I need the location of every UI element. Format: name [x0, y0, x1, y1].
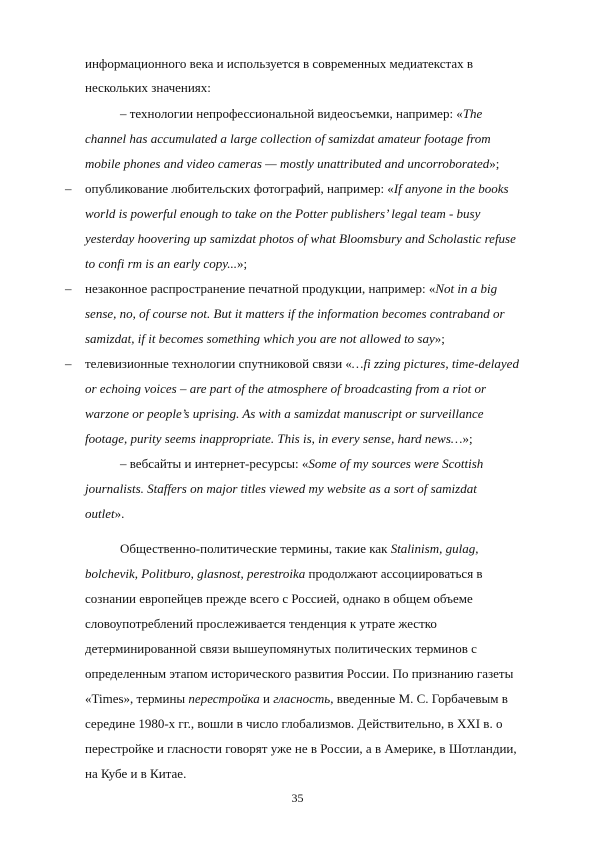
page-number: 35: [291, 791, 304, 805]
text-line: outlet».: [85, 506, 125, 521]
text-line: информационного века и используется в современных медиатекстах в: [85, 56, 474, 71]
text-line: Общественно-политические термины, такие как Stalinism, gulag,: [120, 541, 479, 556]
text-line: на Кубе и в Китае.: [85, 766, 187, 781]
text-line: определенным этапом исторического развития России. По признанию газеты: [85, 666, 514, 681]
list-bullet: –: [65, 356, 72, 371]
list-bullet: –: [65, 281, 72, 296]
text-line: journalists. Staffers on major titles viewed my website as a sort of samizdat: [85, 481, 477, 496]
text-line: or echoing voices – are part of the atmosphere of broadcasting from a riot or: [85, 381, 487, 396]
text-line: – вебсайты и интернет-ресурсы: «Some of my sources were Scottish: [120, 456, 484, 471]
text-line: channel has accumulated a large collection of samizdat amateur footage from: [85, 131, 491, 146]
text-line: bolchevik, Politburo, glasnost, perestroika продолжают ассоциироваться в: [85, 566, 483, 581]
text-line: footage, purity seems inappropriate. This is, in every sense, hard news…»;: [85, 431, 473, 446]
text-line: warzone or people’s uprising. As with a samizdat manuscript or surveillance: [85, 406, 484, 421]
text-line: sense, no, of course not. But it matters if the information becomes contraband or: [85, 306, 505, 321]
text-line: samizdat, if it becomes something which you are not allowed to say»;: [85, 331, 445, 346]
text-line: телевизионные технологии спутниковой связи «…fi zzing pictures, time-delayed: [85, 356, 519, 371]
text-line: yesterday hoovering up samizdat photos of what Bloomsbury and Scholastic refuse: [85, 231, 516, 246]
text-line: незаконное распространение печатной продукции, например: «Not in a big: [85, 281, 498, 296]
text-line: опубликование любительских фотографий, например: «If anyone in the books: [85, 181, 509, 196]
text-line: перестройке и гласности говорят уже не в России, а в Америке, в Шотландии,: [85, 741, 517, 756]
text-line: середине 1980-х гг., вошли в число глобализмов. Действительно, в XXI в. о: [85, 716, 503, 731]
text-line: world is powerful enough to take on the Potter publishers’ legal team - busy: [85, 206, 481, 221]
text-line: словоупотреблений прослеживается тенденция к утрате жестко: [85, 616, 437, 631]
text-line: детерминированной связи вышеупомянутых политических терминов с: [85, 641, 477, 656]
text-line: to confi rm is an early copy...»;: [85, 256, 248, 271]
list-bullet: –: [65, 181, 72, 196]
text-line: сознании европейцев прежде всего с Россией, однако в общем объеме: [85, 591, 473, 606]
text-line: «Times», термины перестройка и гласность, введенные М. С. Горбачевым в: [85, 691, 508, 706]
text-line: – технологии непрофессиональной видеосъемки, например: «The: [120, 106, 483, 121]
text-line: нескольких значениях:: [85, 80, 211, 95]
text-line: mobile phones and video cameras — mostly unattributed and uncorroborated»;: [85, 156, 500, 171]
